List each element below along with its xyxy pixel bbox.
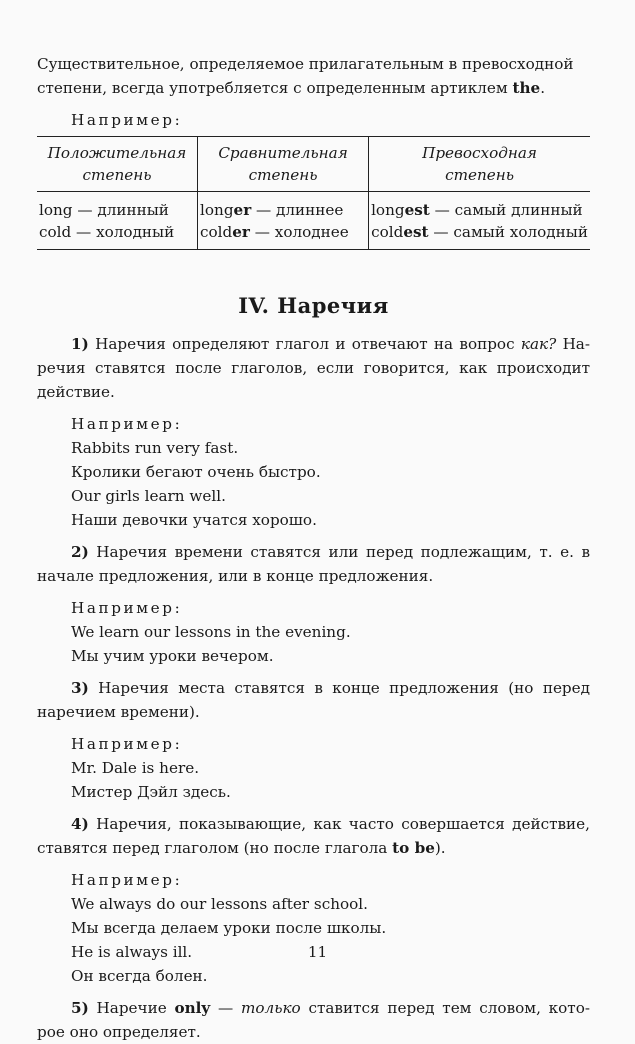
example-line: Rabbits run very fast. <box>71 439 239 457</box>
example-line: Наши девочки учатся хорошо. <box>71 511 317 529</box>
degrees-table <box>37 136 590 250</box>
rule-3: 3) Наречия места ставятся в конце предложения (но перед наречием времени). <box>37 679 590 721</box>
page-number: 11 <box>307 943 328 961</box>
intro-line-1: Существительное, определяемое прилагательным в превосходной <box>37 55 574 73</box>
example-line: We learn our lessons in the evening. <box>71 623 351 641</box>
example-label: Например: <box>71 871 183 889</box>
example-line: Мы учим уроки вечером. <box>71 647 274 665</box>
header-comparative: Сравнительная степень <box>198 137 369 192</box>
example-label: Например: <box>71 415 183 433</box>
example-line: Он всегда болен. <box>71 967 208 985</box>
example-label: Например: <box>71 599 183 617</box>
example-line: Мы всегда делаем уроки после школы. <box>71 919 387 937</box>
rule-2: 2) Наречия времени ставятся или перед подлежащим, т. е. в начале предложения, или в конце предложения. <box>37 543 590 585</box>
section-title: IV. Наречия <box>238 293 389 318</box>
example-line: Our girls learn well. <box>71 487 226 505</box>
cell-positive: long — длинный cold — холодный <box>37 192 198 250</box>
cell-superlative: longest — самый длинный coldest — самый холодный <box>369 192 590 250</box>
example-label: Например: <box>71 111 183 129</box>
example-line: Кролики бегают очень быстро. <box>71 463 321 481</box>
page-content <box>37 52 590 1044</box>
header-superlative: Превосходная степень <box>369 137 590 192</box>
article-the: the <box>512 79 541 97</box>
intro-paragraph: Существительное, определяемое прилагательным в превосходной степени, всегда употребляется с определенным артиклем the. <box>37 55 574 97</box>
example-label: Например: <box>71 735 183 753</box>
intro-line-2: степени, всегда употребляется с определенным артиклем <box>37 79 513 97</box>
header-positive: Положительная степень <box>37 137 198 192</box>
example-line: Mr. Dale is here. <box>71 759 200 777</box>
table-row <box>37 192 590 250</box>
example-line: He is always ill. <box>71 943 193 961</box>
rule-4: 4) Наречия, показывающие, как часто совершается действие, ставятся перед глаголом (но после глагола to be). <box>37 815 590 857</box>
rule-5: 5) Наречие only — только ставится перед тем словом, кото-рое оно определяет. <box>37 999 590 1041</box>
rule-1: 1) Наречия определяют глагол и отвечают на вопрос как? На-речия ставятся после глаголов, если говорится, как происходит действие. <box>37 335 590 401</box>
example-line: We always do our lessons after school. <box>71 895 368 913</box>
table-header-row <box>37 137 590 192</box>
example-line: Мистер Дэйл здесь. <box>71 783 231 801</box>
cell-comparative: longer — длиннее colder — холоднее <box>198 192 369 250</box>
